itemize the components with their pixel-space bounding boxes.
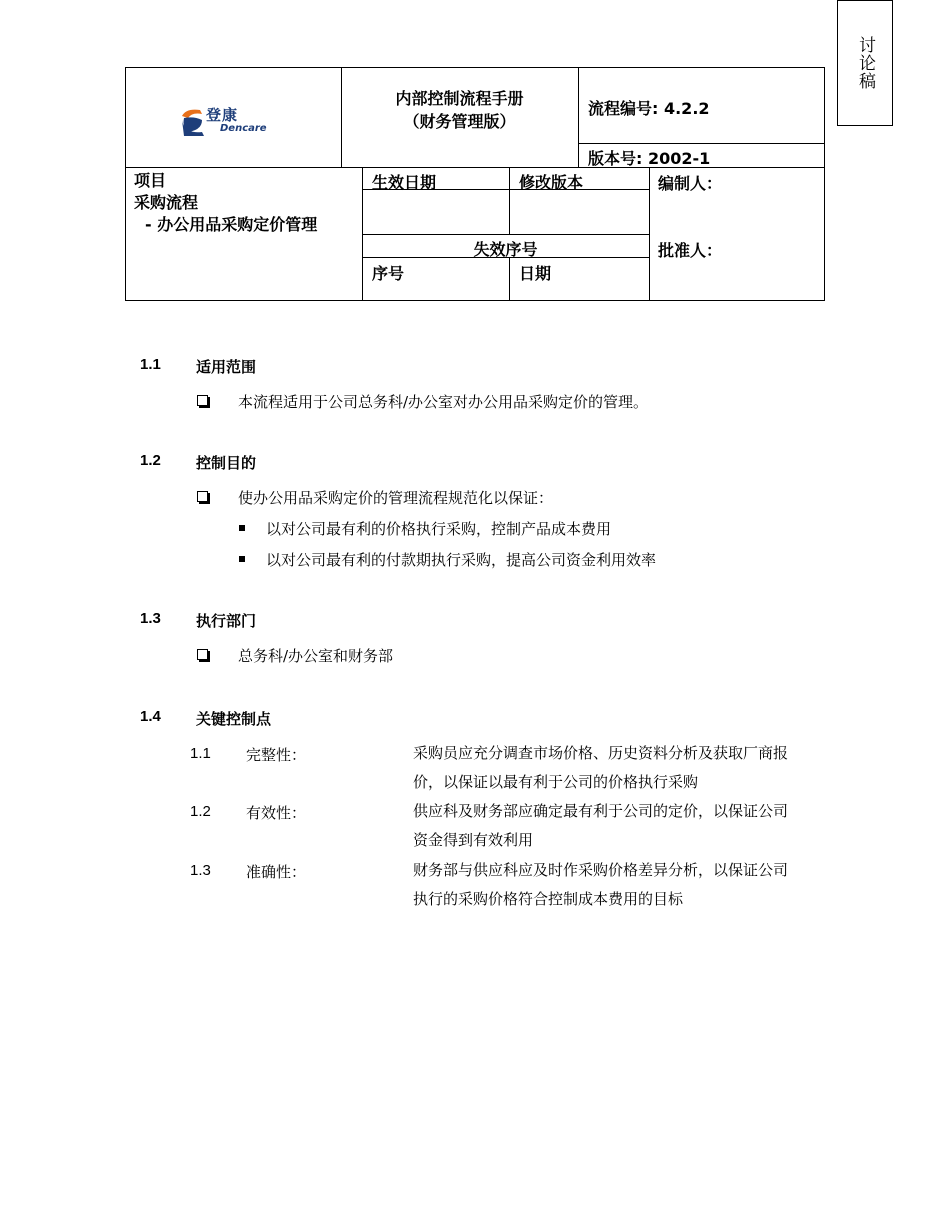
desc-line: 资金得到有效利用 xyxy=(413,831,534,849)
section-title: 执行部门 xyxy=(196,612,257,630)
desc-line: 财务部与供应科应及时作采购价格差异分析，以保证公司 xyxy=(413,861,789,879)
section-number: 1.1 xyxy=(140,356,161,373)
draft-label: 讨论稿 xyxy=(855,36,875,90)
logo-cn-text: 登康 xyxy=(206,106,239,124)
bullet-text: 总务科/办公室和财务部 xyxy=(238,647,394,665)
control-point-desc xyxy=(413,856,843,914)
section-title: 适用范围 xyxy=(196,358,257,376)
sub-process-name: - 办公用品采购定价管理 xyxy=(145,215,318,234)
desc-line: 价，以保证以最有利于公司的价格执行采购 xyxy=(413,773,699,791)
section-number: 1.3 xyxy=(140,610,161,627)
date-label: 日期 xyxy=(519,264,552,283)
checkbox-bullet-icon xyxy=(197,649,208,660)
square-bullet-icon xyxy=(239,556,245,562)
desc-line: 供应科及财务部应确定最有利于公司的定价，以保证公司 xyxy=(413,802,789,820)
sub-bullet-text: 以对公司最有利的付款期执行采购，提高公司资金利用效率 xyxy=(266,551,657,569)
revision-label: 修改版本 xyxy=(519,173,584,192)
control-point-desc xyxy=(413,797,843,855)
manual-title-line2: （财务管理版） xyxy=(403,112,516,131)
project-label: 项目 xyxy=(134,171,167,190)
section-number: 1.4 xyxy=(140,708,161,725)
control-point-label: 准确性： xyxy=(246,863,307,881)
checkbox-bullet-icon xyxy=(197,395,208,406)
sub-bullet-text: 以对公司最有利的价格执行采购，控制产品成本费用 xyxy=(266,520,612,538)
section-number: 1.2 xyxy=(140,452,161,469)
version-number: 版本号: 2002-1 xyxy=(588,149,711,168)
effective-date-label: 生效日期 xyxy=(372,173,437,192)
control-point-number: 1.1 xyxy=(190,745,211,762)
company-logo xyxy=(180,104,275,136)
desc-line: 执行的采购价格符合控制成本费用的目标 xyxy=(413,890,684,908)
desc-line: 采购员应充分调查市场价格、历史资料分析及获取厂商报 xyxy=(413,744,789,762)
logo-en-text: Dencare xyxy=(220,123,267,134)
manual-title xyxy=(341,86,578,132)
control-point-label: 有效性： xyxy=(246,804,307,822)
process-name: 采购流程 xyxy=(134,193,199,212)
control-point-number: 1.3 xyxy=(190,862,211,879)
bullet-text: 使办公用品采购定价的管理流程规范化以保证： xyxy=(238,489,554,507)
section-title: 控制目的 xyxy=(196,454,257,472)
checkbox-bullet-icon xyxy=(197,491,208,502)
square-bullet-icon xyxy=(239,525,245,531)
control-point-number: 1.2 xyxy=(190,803,211,820)
draft-stamp xyxy=(837,0,893,126)
bullet-text: 本流程适用于公司总务科/办公室对办公用品采购定价的管理。 xyxy=(238,393,649,411)
control-point-desc xyxy=(413,739,843,797)
control-point-label: 完整性： xyxy=(246,746,307,764)
project-cell xyxy=(134,170,317,236)
process-code: 流程编号: 4.2.2 xyxy=(588,99,710,118)
approver-label: 批准人： xyxy=(658,241,723,260)
seq-label: 序号 xyxy=(372,264,405,283)
section-title: 关键控制点 xyxy=(196,710,272,728)
manual-title-line1: 内部控制流程手册 xyxy=(395,89,524,108)
editor-label: 编制人： xyxy=(658,174,723,193)
invalid-seq-label: 失效序号 xyxy=(473,240,538,259)
